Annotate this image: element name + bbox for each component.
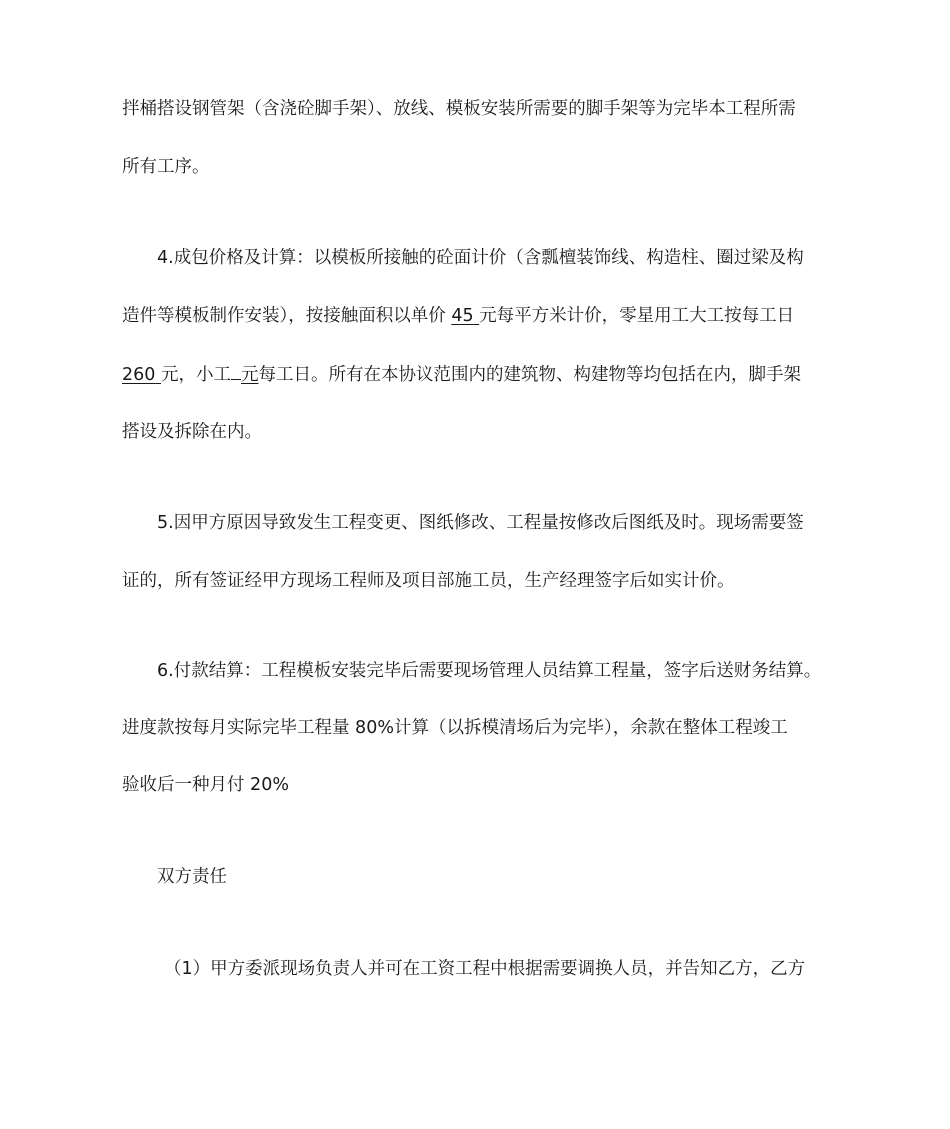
clause-4-line-4: 搭设及拆除在内。 — [122, 422, 262, 442]
clause-6-line-3: 验收后一种月付 20% — [122, 775, 289, 795]
clause-4-line-1: 4.成包价格及计算：以模板所接触的砼面计价（含瓢檀装饰线、构造柱、圈过梁及构 — [157, 248, 804, 268]
scope-line-2: 所有工序。 — [122, 157, 210, 177]
clause-4-text-b: 元每平方米计价，零星用工大工按每工日 — [479, 306, 795, 326]
unit-price-value: 45 — [451, 306, 474, 326]
clause-6-line-1: 6.付款结算：工程模板安装完毕后需要现场管理人员结算工程量，签字后送财务结算。 — [157, 661, 822, 681]
clause-4-text-a: 造件等模板制作安装），按接触面积以单价 — [122, 306, 446, 326]
unskilled-rate-blank — [231, 362, 241, 380]
clause-4-line-3 — [122, 362, 801, 387]
clause-4-text-d: 每工日。所有在本协议范围内的建筑物、构建物等均包括在内，脚手架 — [258, 365, 801, 385]
unskilled-rate-unit: 元 — [240, 365, 259, 385]
skilled-rate-value: 260 — [122, 365, 156, 385]
scope-line-1: 拌桶搭设钢管架（含浇砼脚手架）、放线、模板安装所需要的脚手架等为完毕本工程所需 — [122, 99, 796, 119]
section-heading: 双方责任 — [157, 867, 227, 887]
clause-6-line-2: 进度款按每月实际完毕工程量 80%计算（以拆模清场后为完毕），余款在整体工程竣工 — [122, 718, 788, 738]
item-1-line-1: （1）甲方委派现场负责人并可在工资工程中根据需要调换人员，并告知乙方，乙方 — [164, 959, 806, 979]
clause-4-text-c: 元，小工 — [160, 365, 231, 385]
clause-5-line-1: 5.因甲方原因导致发生工程变更、图纸修改、工程量按修改后图纸及时。现场需要签 — [157, 513, 804, 533]
clause-5-line-2: 证的，所有签证经甲方现场工程师及项目部施工员，生产经理签字后如实计价。 — [122, 571, 735, 591]
clause-4-line-2 — [122, 304, 794, 328]
